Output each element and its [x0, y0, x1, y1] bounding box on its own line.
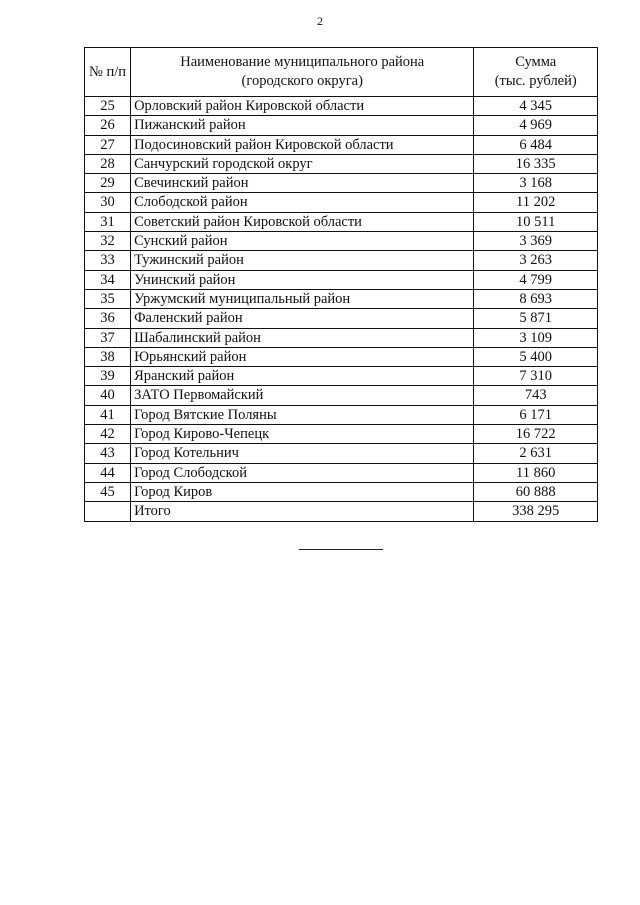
row-number: 33	[85, 251, 131, 270]
row-name: Юрьянский район	[131, 347, 474, 366]
table-row	[85, 405, 598, 424]
row-sum: 16 335	[474, 154, 598, 173]
table-header-row	[85, 48, 598, 97]
table-row	[85, 270, 598, 289]
row-number: 26	[85, 116, 131, 135]
table-row	[85, 463, 598, 482]
row-sum: 3 168	[474, 174, 598, 193]
table-row	[85, 232, 598, 251]
table-row	[85, 289, 598, 308]
total-row	[85, 502, 598, 521]
allocation-table	[84, 47, 598, 522]
row-number: 42	[85, 425, 131, 444]
row-name: Пижанский район	[131, 116, 474, 135]
row-name: Город Слободской	[131, 463, 474, 482]
table-row	[85, 135, 598, 154]
row-number: 31	[85, 212, 131, 231]
row-sum: 7 310	[474, 367, 598, 386]
row-sum: 4 799	[474, 270, 598, 289]
row-number: 36	[85, 309, 131, 328]
header-sum-line1: Сумма	[515, 54, 557, 70]
row-name: Город Котельнич	[131, 444, 474, 463]
header-sum	[474, 48, 598, 97]
row-number: 40	[85, 386, 131, 405]
row-number: 45	[85, 482, 131, 501]
row-name: Санчурский городской округ	[131, 154, 474, 173]
row-name: Город Кирово-Чепецк	[131, 425, 474, 444]
row-name: Советский район Кировской области	[131, 212, 474, 231]
table-row	[85, 444, 598, 463]
row-name: Свечинский район	[131, 174, 474, 193]
header-sum-line2: (тыс. рублей)	[494, 73, 577, 89]
row-sum: 743	[474, 386, 598, 405]
table-row	[85, 97, 598, 116]
row-sum: 16 722	[474, 425, 598, 444]
row-number: 29	[85, 174, 131, 193]
header-name-line2: (городского округа)	[241, 73, 363, 89]
row-sum: 10 511	[474, 212, 598, 231]
row-number: 43	[85, 444, 131, 463]
row-sum: 2 631	[474, 444, 598, 463]
total-label: Итого	[131, 502, 474, 521]
closing-rule	[299, 549, 383, 550]
row-name: Шабалинский район	[131, 328, 474, 347]
row-name: Город Вятские Поляны	[131, 405, 474, 424]
row-number: 30	[85, 193, 131, 212]
row-name: Яранский район	[131, 367, 474, 386]
row-number: 25	[85, 97, 131, 116]
row-number: 27	[85, 135, 131, 154]
row-name: Слободской район	[131, 193, 474, 212]
row-sum: 5 400	[474, 347, 598, 366]
row-number: 35	[85, 289, 131, 308]
table-row	[85, 482, 598, 501]
row-name: Уржумский муниципальный район	[131, 289, 474, 308]
table-row	[85, 328, 598, 347]
row-number: 37	[85, 328, 131, 347]
row-sum: 4 345	[474, 97, 598, 116]
row-number: 38	[85, 347, 131, 366]
row-sum: 5 871	[474, 309, 598, 328]
table-row	[85, 193, 598, 212]
total-number	[85, 502, 131, 521]
table-row	[85, 174, 598, 193]
row-sum: 4 969	[474, 116, 598, 135]
table-row	[85, 347, 598, 366]
row-name: Сунский район	[131, 232, 474, 251]
row-name: Фаленский район	[131, 309, 474, 328]
row-name: Унинский район	[131, 270, 474, 289]
table-row	[85, 425, 598, 444]
row-number: 41	[85, 405, 131, 424]
page-number: 2	[317, 14, 323, 28]
row-sum: 11 860	[474, 463, 598, 482]
header-number: № п/п	[85, 48, 131, 97]
header-name	[131, 48, 474, 97]
row-sum: 6 484	[474, 135, 598, 154]
row-number: 34	[85, 270, 131, 289]
row-number: 28	[85, 154, 131, 173]
table-row	[85, 386, 598, 405]
row-sum: 3 109	[474, 328, 598, 347]
row-name: Подосиновский район Кировской области	[131, 135, 474, 154]
row-number: 44	[85, 463, 131, 482]
table-row	[85, 212, 598, 231]
row-sum: 3 369	[474, 232, 598, 251]
row-name: ЗАТО Первомайский	[131, 386, 474, 405]
row-sum: 8 693	[474, 289, 598, 308]
table-row	[85, 116, 598, 135]
table-row	[85, 251, 598, 270]
row-number: 39	[85, 367, 131, 386]
table-body	[85, 97, 598, 522]
table-row	[85, 367, 598, 386]
row-name: Тужинский район	[131, 251, 474, 270]
table-row	[85, 154, 598, 173]
row-number: 32	[85, 232, 131, 251]
row-sum: 60 888	[474, 482, 598, 501]
header-name-line1: Наименование муниципального района	[180, 54, 425, 70]
row-name: Орловский район Кировской области	[131, 97, 474, 116]
row-name: Город Киров	[131, 482, 474, 501]
row-sum: 11 202	[474, 193, 598, 212]
table-row	[85, 309, 598, 328]
total-sum: 338 295	[474, 502, 598, 521]
row-sum: 6 171	[474, 405, 598, 424]
row-sum: 3 263	[474, 251, 598, 270]
